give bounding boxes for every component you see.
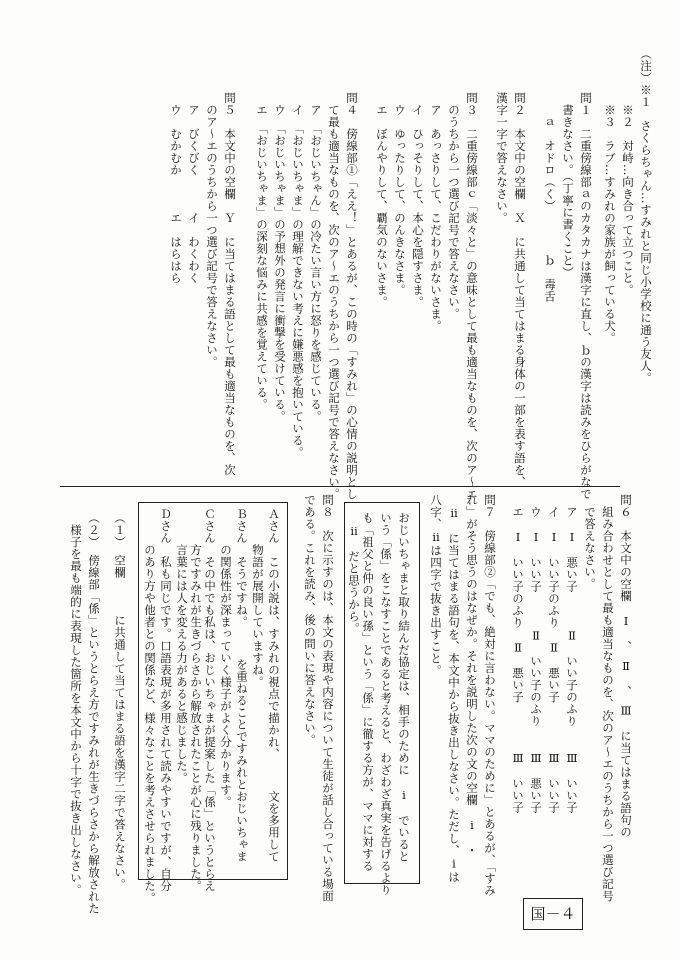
dialogue-a-line-1: Ａさん この小説は、すみれの視点で描かれ、 文を多用して [267, 508, 281, 863]
q3-option-i: イ ひっそりして、本心を隠すさま。 [411, 104, 425, 308]
q7-line-2: れ」がそう思うのはなぜか。それを説明した次の文の空欄 ⅰ ・ [465, 494, 479, 857]
q3-option-u: ウ ゆったりして、のんきなさま。 [393, 104, 407, 296]
q1-line-3: ａ オドロ（く） ｂ 毒舌 [543, 116, 557, 303]
note-line-1: （注）※１ さくらちゃん…すみれと同じ小学校に通う友人。 [639, 48, 653, 384]
q3-line-2: のうちから一つ選び記号で答えなさい。 [447, 104, 461, 320]
q4-option-e: エ 「おじいちゃま」の深刻な悩みに共感を覚えている。 [255, 104, 269, 411]
q5-options-row-2: ウ むかむか エ はらはら [169, 104, 183, 284]
q6-option-a: ア Ⅰ 悪い子 Ⅱ いい子のふり Ⅲ いい子 [565, 506, 579, 814]
q7-line-4: 八字、ⅱは四字で抜き出すこと。 [429, 494, 443, 677]
q2-line-1: 問２ 本文中の空欄 Ｘ に共通して当てはまる身体の一部を表す語を、 [513, 92, 527, 488]
dialogue-b-line-2: の関係性が深まっていく様子がよく分かります。 [219, 508, 233, 808]
dialogue-c-line-2: 方ですみれが生きづらさから解放されたことが心に残りました。 [189, 508, 203, 892]
q1-line-2: 書きなさい。（丁寧に書くこと） [561, 104, 575, 279]
q6-line-3: で答えなさい。 [583, 506, 597, 590]
q7-line-3: ⅱ に当てはまる語句を、本文中から抜き出しなさい。ただし、ⅰは [447, 494, 461, 883]
dialogue-b-line-1: Ｂさん そうですね。 を重ねることですみれとおじいちゃま [235, 508, 249, 863]
q6-line-2: 組み合わせとして最も適当なものを、次のア～エのうちから一つ選び記号 [601, 506, 615, 902]
q7-box-line-2: いう「係」をこなすことであると考えると、わざわざ真実を告げるより [379, 512, 393, 896]
q1-line-1: 問１ 二重傍線部ａのカタカナは漢字に直し、ｂの漢字は読みをひらがなで [579, 92, 593, 500]
q4-option-u: ウ 「おじいちゃま」の予想外の発言に衝撃を受けている。 [273, 104, 287, 423]
q3-option-a: ア あっさりして、こだわりがないさま。 [429, 104, 443, 332]
q7-box-line-3: も「祖父と仲の良い孫」という「係」に徹する方が、ママに対する [361, 512, 375, 872]
q8-line-1: 問８ 次に示すのは、本文の表現や内容について生徒が話し合っている場面 [321, 494, 335, 902]
q8-sub1: （１） 空欄 に共通して当てはまる語を漢字二字で答えなさい。 [113, 512, 127, 891]
q4-option-a: ア 「おじいちゃん」の冷たい言い方に怒りを感じている。 [309, 104, 323, 423]
dialogue-c-line-3: 言葉には人を変える力があると感じました。 [175, 508, 189, 784]
dialogue-d-line-2: のあり方や他者との関係など、様々なことを考えさせられました。 [143, 508, 157, 904]
note-line-3: ※３ ラブ…すみれの家族が飼っている犬。 [603, 104, 617, 344]
q4-line-2: て最も適当なものを、次のア～エのうちから一つ選び記号で答えなさい。 [327, 104, 341, 500]
q6-option-i: イ Ⅰ いい子のふり Ⅱ 悪い子 Ⅲ いい子 [547, 506, 561, 814]
q2-line-2: 漢字一字で答えなさい。 [495, 92, 509, 224]
q6-option-u: ウ Ⅰ いい子 Ⅱ いい子のふり Ⅲ 悪い子 [529, 506, 543, 814]
dialogue-c-line-1: Ｃさん その中でも私は、おじいちゃまが提案した「係」というとらえ [203, 508, 217, 892]
q7-line-1: 問７ 傍線部②「でも、絶対に言わない。ママのために」とあるが、「すみ [483, 494, 497, 897]
section-divider [60, 486, 620, 487]
q3-option-e: エ ぼんやりして、覇気のないさま。 [375, 104, 389, 308]
q8-sub2-line-2: 様子を最も端的に表現した箇所を本文中から十字で抜き出しなさい。 [69, 512, 83, 896]
q8-line-2: である。これを読み、後の問いに答えなさい。 [303, 494, 317, 746]
q7-box-line-4: ⅱ だと思うから。 [347, 512, 361, 635]
q5-options-row-1: ア びくびく イ わくわく [187, 104, 201, 284]
q5-line-1: 問５ 本文中の空欄 Ｙ に当てはまる語として最も適当なものを、次 [223, 92, 237, 476]
q4-line-1: 問４ 傍線部①「ええ！」とあるが、この時の「すみれ」の心情の説明とし [345, 92, 359, 500]
q3-line-1: 問３ 二重傍線部ｃ「淡々と」の意味として最も適当なものを、次のア～エ [465, 92, 479, 500]
q6-option-e: エ Ⅰ いい子のふり Ⅱ 悪い子 Ⅲ いい子 [511, 506, 525, 814]
q8-sub2-line-1: （２） 傍線部「係」というとらえ方ですみれが生きづらさから解放された [87, 512, 101, 915]
dialogue-a-line-2: 物語が展開していますね。 [251, 508, 265, 688]
note-line-2: ※２ 対峙…向き合って立つこと。 [621, 104, 635, 296]
page-number: 国－４ [523, 898, 583, 930]
q5-line-2: のア～エのうちから一つ選び記号で答えなさい。 [205, 104, 219, 368]
q6-line-1: 問６ 本文中の空欄 Ⅰ 、 Ⅱ 、 Ⅲ に当てはまる語句の [619, 494, 633, 838]
q4-option-i: イ 「おじいちゃま」の理解できない考えに嫌悪感を抱いている。 [291, 104, 305, 459]
dialogue-d-line-1: Ｄさん 私も同じです。口語表現が多用されて読みやすいですが、自分 [159, 508, 173, 892]
q7-box-line-1: おじいちゃまと取り結んだ協定は、相手のために ⅰ でいると [397, 512, 411, 863]
